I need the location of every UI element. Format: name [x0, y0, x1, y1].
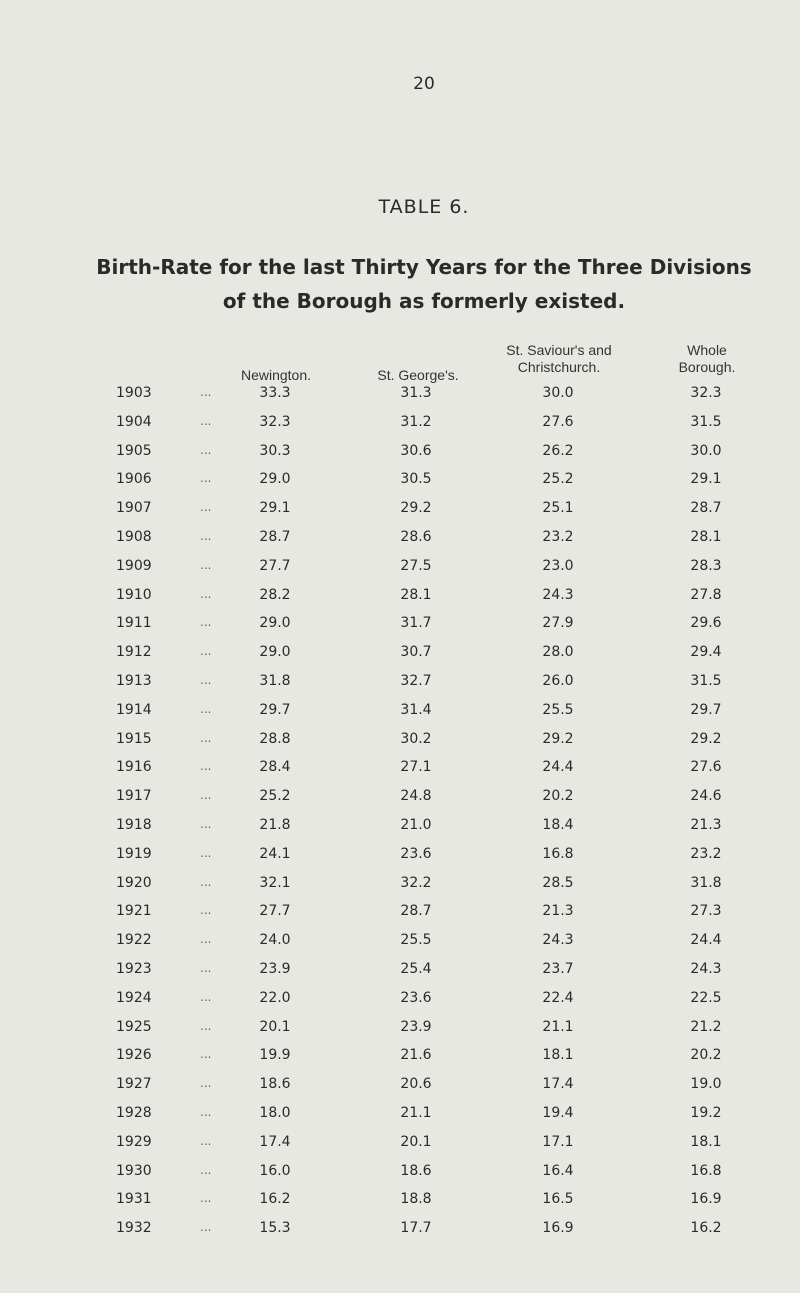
st-georges-cell: 17.7 [400, 1220, 432, 1237]
leader-dots: ... [200, 1047, 212, 1062]
newington-cell: 20.1 [259, 1018, 291, 1035]
whole-borough-cell: 28.1 [690, 528, 722, 545]
leader-dots: ... [200, 730, 212, 745]
whole-borough-cell: 28.7 [690, 500, 722, 517]
table-row [0, 875, 800, 904]
table-row [0, 385, 800, 414]
st-georges-cell: 24.8 [400, 788, 432, 805]
leader-dots: ... [200, 442, 212, 457]
table-row [0, 587, 800, 616]
year-cell: 1909 [116, 557, 152, 574]
whole-borough-cell: 27.6 [690, 759, 722, 776]
year-cell: 1905 [116, 442, 152, 459]
whole-borough-cell: 31.5 [690, 672, 722, 689]
st-saviours-cell: 21.3 [542, 903, 574, 920]
leader-dots: ... [200, 845, 212, 860]
year-cell: 1913 [116, 672, 152, 689]
st-georges-cell: 29.2 [400, 500, 432, 517]
year-cell: 1930 [116, 1162, 152, 1179]
st-georges-cell: 21.1 [400, 1104, 432, 1121]
st-saviours-cell: 26.2 [542, 442, 574, 459]
leader-dots: ... [200, 1018, 212, 1033]
table-row [0, 1076, 800, 1105]
whole-borough-cell: 16.8 [690, 1162, 722, 1179]
st-saviours-cell: 19.4 [542, 1104, 574, 1121]
st-saviours-cell: 16.8 [542, 845, 574, 862]
st-georges-cell: 30.5 [400, 471, 432, 488]
st-georges-cell: 30.6 [400, 442, 432, 459]
table-row [0, 932, 800, 961]
leader-dots: ... [200, 903, 212, 918]
table-row [0, 558, 800, 587]
leader-dots: ... [200, 471, 212, 486]
newington-cell: 32.1 [259, 874, 291, 891]
whole-borough-cell: 29.1 [690, 471, 722, 488]
newington-cell: 16.0 [259, 1162, 291, 1179]
whole-borough-cell: 16.2 [690, 1220, 722, 1237]
table-row [0, 759, 800, 788]
newington-cell: 28.8 [259, 730, 291, 747]
st-georges-cell: 32.7 [400, 672, 432, 689]
whole-borough-cell: 30.0 [690, 442, 722, 459]
leader-dots: ... [200, 701, 212, 716]
st-georges-cell: 31.4 [400, 701, 432, 718]
st-georges-cell: 23.6 [400, 989, 432, 1006]
leader-dots: ... [200, 385, 212, 399]
st-saviours-cell: 27.6 [542, 413, 574, 430]
year-cell: 1923 [116, 960, 152, 977]
st-georges-cell: 28.1 [400, 586, 432, 603]
year-cell: 1924 [116, 989, 152, 1006]
newington-cell: 22.0 [259, 989, 291, 1006]
leader-dots: ... [200, 557, 212, 572]
year-cell: 1904 [116, 413, 152, 430]
whole-borough-cell: 32.3 [690, 385, 722, 401]
newington-cell: 17.4 [259, 1133, 291, 1150]
leader-dots: ... [200, 788, 212, 803]
table-row [0, 702, 800, 731]
leader-dots: ... [200, 989, 212, 1004]
st-georges-cell: 30.2 [400, 730, 432, 747]
st-georges-cell: 20.1 [400, 1133, 432, 1150]
year-cell: 1921 [116, 903, 152, 920]
whole-borough-cell: 18.1 [690, 1133, 722, 1150]
st-georges-cell: 21.0 [400, 816, 432, 833]
st-saviours-cell: 25.2 [542, 471, 574, 488]
year-cell: 1907 [116, 500, 152, 517]
column-header-st-saviours-line-1: St. Saviour's and [506, 342, 612, 358]
st-saviours-cell: 24.3 [542, 586, 574, 603]
leader-dots: ... [200, 1191, 212, 1206]
st-saviours-cell: 16.9 [542, 1220, 574, 1237]
column-header-st-saviours [488, 342, 630, 376]
leader-dots: ... [200, 1220, 212, 1235]
st-georges-cell: 31.7 [400, 615, 432, 632]
whole-borough-cell: 31.8 [690, 874, 722, 891]
st-georges-cell: 32.2 [400, 874, 432, 891]
whole-borough-cell: 27.3 [690, 903, 722, 920]
year-cell: 1927 [116, 1076, 152, 1093]
st-saviours-cell: 24.4 [542, 759, 574, 776]
st-georges-cell: 25.4 [400, 960, 432, 977]
table-row [0, 817, 800, 846]
table-row [0, 846, 800, 875]
st-saviours-cell: 23.7 [542, 960, 574, 977]
leader-dots: ... [200, 413, 212, 428]
st-saviours-cell: 25.1 [542, 500, 574, 517]
st-saviours-cell: 21.1 [542, 1018, 574, 1035]
st-saviours-cell: 16.4 [542, 1162, 574, 1179]
st-georges-cell: 27.5 [400, 557, 432, 574]
leader-dots: ... [200, 1076, 212, 1091]
table-row [0, 615, 800, 644]
year-cell: 1916 [116, 759, 152, 776]
year-cell: 1915 [116, 730, 152, 747]
table-row [0, 1105, 800, 1134]
year-cell: 1925 [116, 1018, 152, 1035]
table-row [0, 731, 800, 760]
st-saviours-cell: 23.2 [542, 528, 574, 545]
newington-cell: 29.0 [259, 615, 291, 632]
leader-dots: ... [200, 816, 212, 831]
newington-cell: 29.0 [259, 644, 291, 661]
st-saviours-cell: 28.0 [542, 644, 574, 661]
whole-borough-cell: 28.3 [690, 557, 722, 574]
table-row [0, 500, 800, 529]
table-row [0, 1191, 800, 1220]
table-row [0, 788, 800, 817]
whole-borough-cell: 24.4 [690, 932, 722, 949]
st-saviours-cell: 22.4 [542, 989, 574, 1006]
year-cell: 1906 [116, 471, 152, 488]
newington-cell: 29.1 [259, 500, 291, 517]
year-cell: 1928 [116, 1104, 152, 1121]
newington-cell: 33.3 [259, 385, 291, 401]
birth-rate-table [0, 385, 800, 1249]
st-saviours-cell: 25.5 [542, 701, 574, 718]
newington-cell: 28.2 [259, 586, 291, 603]
leader-dots: ... [200, 644, 212, 659]
year-cell: 1932 [116, 1220, 152, 1237]
table-row [0, 1220, 800, 1249]
newington-cell: 21.8 [259, 816, 291, 833]
whole-borough-cell: 29.4 [690, 644, 722, 661]
table-row [0, 673, 800, 702]
leader-dots: ... [200, 960, 212, 975]
whole-borough-cell: 29.7 [690, 701, 722, 718]
year-cell: 1908 [116, 528, 152, 545]
heading-line-2: of the Borough as formerly existed. [222, 289, 626, 313]
whole-borough-cell: 31.5 [690, 413, 722, 430]
newington-cell: 28.7 [259, 528, 291, 545]
leader-dots: ... [200, 1104, 212, 1119]
year-cell: 1931 [116, 1191, 152, 1208]
whole-borough-cell: 19.0 [690, 1076, 722, 1093]
table-row [0, 414, 800, 443]
table-row [0, 961, 800, 990]
whole-borough-cell: 29.6 [690, 615, 722, 632]
column-header-newington: Newington. [240, 367, 312, 383]
whole-borough-cell: 21.3 [690, 816, 722, 833]
newington-cell: 29.0 [259, 471, 291, 488]
newington-cell: 30.3 [259, 442, 291, 459]
year-cell: 1912 [116, 644, 152, 661]
newington-cell: 29.7 [259, 701, 291, 718]
table-row [0, 990, 800, 1019]
year-cell: 1917 [116, 788, 152, 805]
st-georges-cell: 23.6 [400, 845, 432, 862]
newington-cell: 27.7 [259, 903, 291, 920]
st-saviours-cell: 24.3 [542, 932, 574, 949]
table-title: TABLE 6. [378, 196, 470, 218]
st-georges-cell: 25.5 [400, 932, 432, 949]
newington-cell: 24.1 [259, 845, 291, 862]
column-header-whole-borough [661, 342, 753, 376]
newington-cell: 15.3 [259, 1220, 291, 1237]
whole-borough-cell: 27.8 [690, 586, 722, 603]
st-saviours-cell: 30.0 [542, 385, 574, 401]
newington-cell: 23.9 [259, 960, 291, 977]
newington-cell: 25.2 [259, 788, 291, 805]
st-saviours-cell: 26.0 [542, 672, 574, 689]
leader-dots: ... [200, 672, 212, 687]
st-georges-cell: 18.6 [400, 1162, 432, 1179]
st-georges-cell: 20.6 [400, 1076, 432, 1093]
year-cell: 1911 [116, 615, 152, 632]
table-row [0, 644, 800, 673]
column-header-whole-line-1: Whole [687, 342, 727, 358]
leader-dots: ... [200, 1162, 212, 1177]
whole-borough-cell: 23.2 [690, 845, 722, 862]
st-saviours-cell: 18.1 [542, 1047, 574, 1064]
whole-borough-cell: 22.5 [690, 989, 722, 1006]
newington-cell: 32.3 [259, 413, 291, 430]
st-georges-cell: 31.3 [400, 385, 432, 401]
st-saviours-cell: 16.5 [542, 1191, 574, 1208]
st-georges-cell: 27.1 [400, 759, 432, 776]
leader-dots: ... [200, 528, 212, 543]
leader-dots: ... [200, 874, 212, 889]
table-row [0, 1163, 800, 1192]
table-row [0, 529, 800, 558]
st-saviours-cell: 18.4 [542, 816, 574, 833]
whole-borough-cell: 20.2 [690, 1047, 722, 1064]
st-saviours-cell: 17.4 [542, 1076, 574, 1093]
table-row [0, 1019, 800, 1048]
newington-cell: 27.7 [259, 557, 291, 574]
st-georges-cell: 28.6 [400, 528, 432, 545]
st-georges-cell: 30.7 [400, 644, 432, 661]
year-cell: 1929 [116, 1133, 152, 1150]
year-cell: 1918 [116, 816, 152, 833]
year-cell: 1910 [116, 586, 152, 603]
st-saviours-cell: 27.9 [542, 615, 574, 632]
st-saviours-cell: 20.2 [542, 788, 574, 805]
year-cell: 1926 [116, 1047, 152, 1064]
leader-dots: ... [200, 932, 212, 947]
whole-borough-cell: 29.2 [690, 730, 722, 747]
heading-line-1: Birth-Rate for the last Thirty Years for the Three Divisions [96, 255, 752, 279]
year-cell: 1920 [116, 874, 152, 891]
whole-borough-cell: 24.3 [690, 960, 722, 977]
newington-cell: 16.2 [259, 1191, 291, 1208]
whole-borough-cell: 24.6 [690, 788, 722, 805]
year-cell: 1914 [116, 701, 152, 718]
st-georges-cell: 28.7 [400, 903, 432, 920]
page-number: 20 [413, 74, 435, 94]
newington-cell: 28.4 [259, 759, 291, 776]
leader-dots: ... [200, 615, 212, 630]
table-row [0, 903, 800, 932]
whole-borough-cell: 21.2 [690, 1018, 722, 1035]
table-row [0, 443, 800, 472]
table-row [0, 471, 800, 500]
table-row [0, 1047, 800, 1076]
column-header-whole-line-2: Borough. [678, 359, 736, 375]
year-cell: 1919 [116, 845, 152, 862]
leader-dots: ... [200, 1133, 212, 1148]
year-cell: 1922 [116, 932, 152, 949]
st-saviours-cell: 28.5 [542, 874, 574, 891]
st-georges-cell: 23.9 [400, 1018, 432, 1035]
st-georges-cell: 31.2 [400, 413, 432, 430]
newington-cell: 18.0 [259, 1104, 291, 1121]
leader-dots: ... [200, 759, 212, 774]
leader-dots: ... [200, 500, 212, 515]
table-row [0, 1134, 800, 1163]
st-saviours-cell: 17.1 [542, 1133, 574, 1150]
column-header-st-saviours-line-2: Christchurch. [517, 359, 601, 375]
newington-cell: 31.8 [259, 672, 291, 689]
st-saviours-cell: 23.0 [542, 557, 574, 574]
whole-borough-cell: 16.9 [690, 1191, 722, 1208]
newington-cell: 19.9 [259, 1047, 291, 1064]
newington-cell: 24.0 [259, 932, 291, 949]
leader-dots: ... [200, 586, 212, 601]
st-georges-cell: 21.6 [400, 1047, 432, 1064]
column-header-st-georges: St. George's. [377, 367, 459, 383]
st-georges-cell: 18.8 [400, 1191, 432, 1208]
year-cell: 1903 [116, 385, 152, 401]
st-saviours-cell: 29.2 [542, 730, 574, 747]
whole-borough-cell: 19.2 [690, 1104, 722, 1121]
newington-cell: 18.6 [259, 1076, 291, 1093]
table-heading [40, 250, 800, 318]
